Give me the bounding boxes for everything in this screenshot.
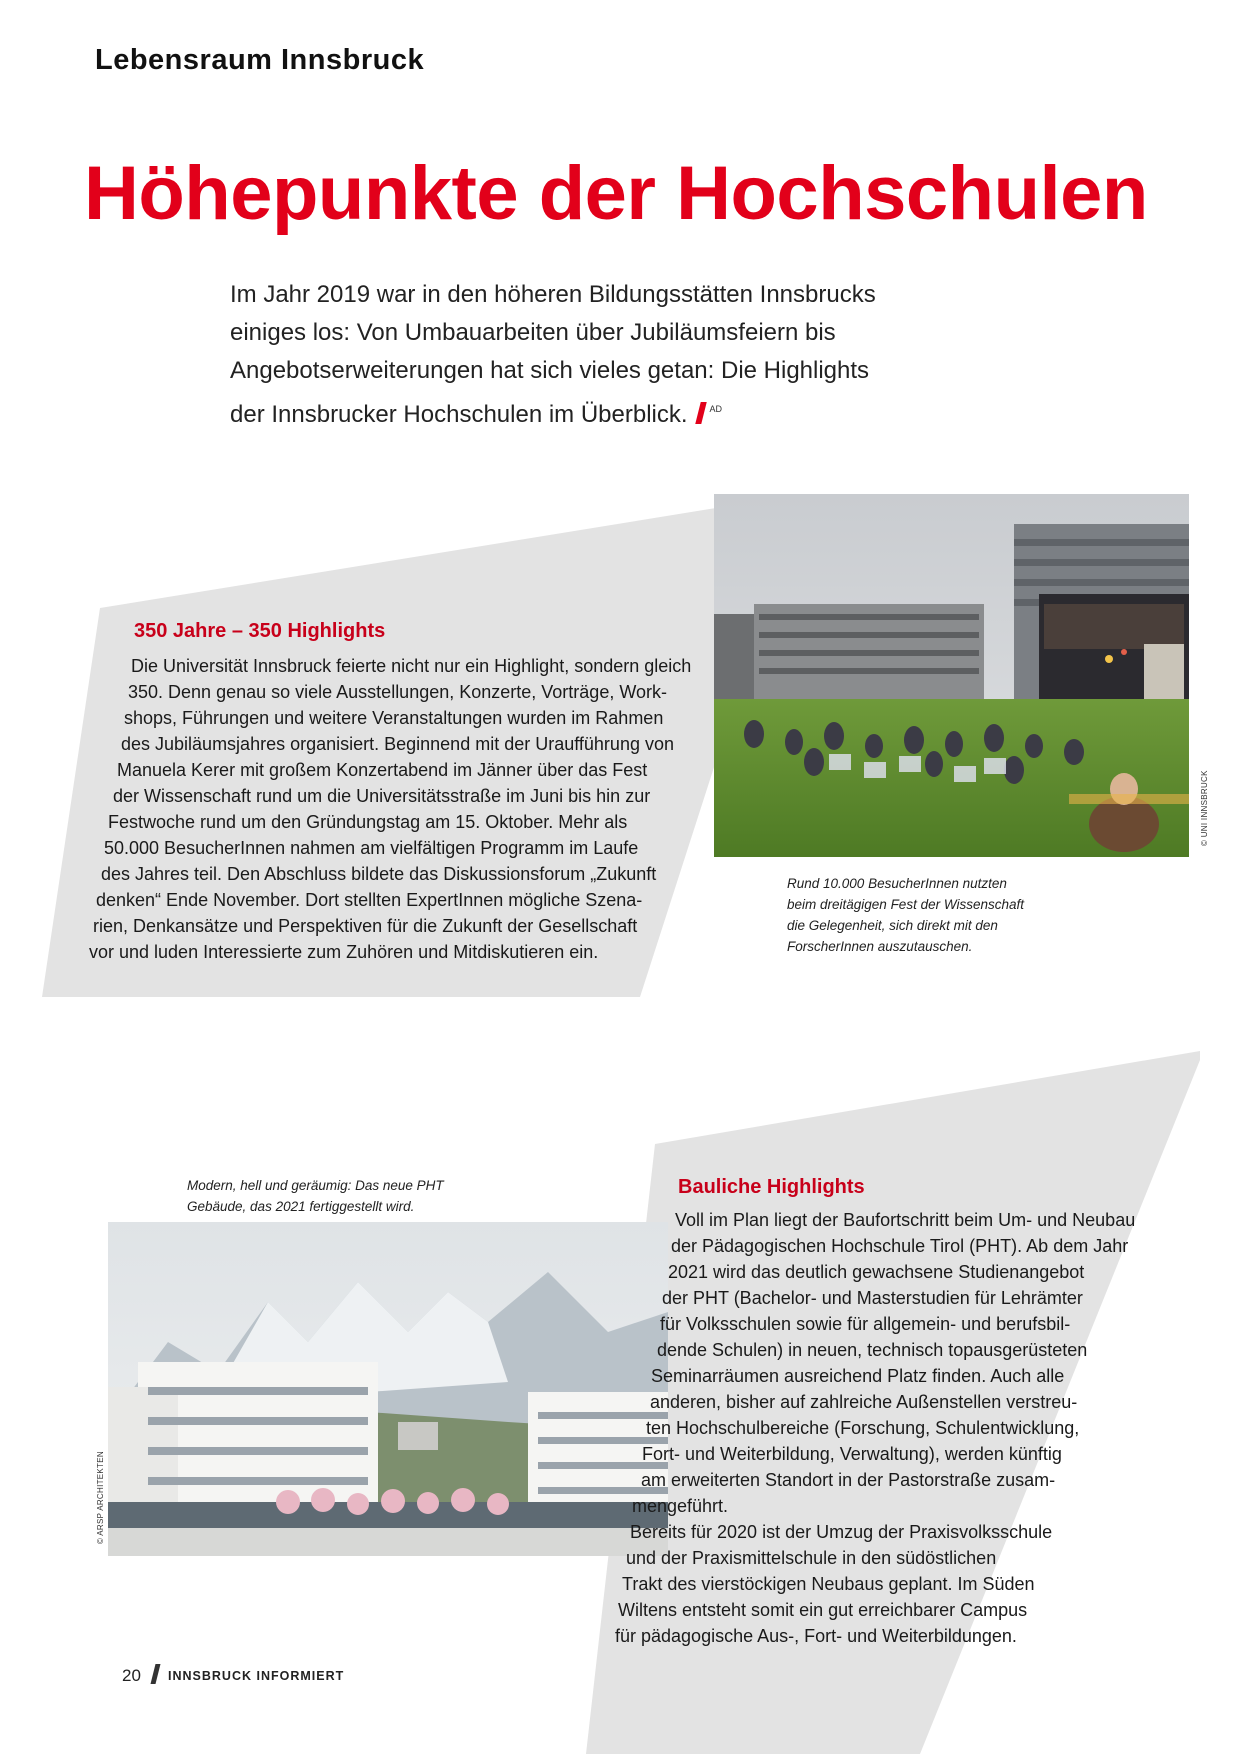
section1-line: denken“ Ende November. Dort stellten ExpertInnen mögliche Szena- (96, 890, 643, 910)
section1-line: rien, Denkansätze und Perspektiven für die Zukunft der Gesellschaft (93, 916, 638, 936)
photo-credit: © UNI INNSBRUCK (1200, 770, 1209, 846)
intro-line-last (230, 390, 930, 434)
section2-line: und der Praxismittelschule in den südöstlichen (626, 1548, 997, 1568)
caption-line: die Gelegenheit, sich direkt mit den (787, 918, 998, 933)
section2-title: Bauliche Highlights (678, 1176, 865, 1198)
publication-name: INNSBRUCK INFORMIERT (168, 1669, 345, 1683)
intro-line: einiges los: Von Umbauarbeiten über Jubiläumsfeiern bis (230, 319, 836, 346)
section2-line: für Volksschulen sowie für allgemein- und berufsbil- (660, 1314, 1071, 1334)
section1-line: 50.000 BesucherInnen nahmen am vielfältigen Programm im Laufe (104, 838, 639, 858)
section2-line: der PHT (Bachelor- und Masterstudien für Lehrämter (662, 1288, 1083, 1308)
intro-line: der Innsbrucker Hochschulen im Überblick. (230, 401, 688, 428)
caption-line: ForscherInnen auszutauschen. (787, 939, 973, 954)
section2-line: Wiltens entsteht somit ein gut erreichbarer Campus (618, 1600, 1028, 1620)
section2-line: anderen, bisher auf zahlreiche Außenstellen verstreu- (650, 1392, 1078, 1412)
section1-line: des Jahres teil. Den Abschluss bildete das Diskussionsforum „Zukunft (101, 864, 657, 884)
author-tag: AD (709, 404, 723, 414)
photo-credit: © ARSP ARCHITEKTEN (96, 1451, 105, 1544)
section1-line: vor und luden Interessierte zum Zuhören und Mitdiskutieren ein. (89, 942, 599, 962)
section2-line: dende Schulen) in neuen, technisch topausgerüsteten (657, 1340, 1088, 1360)
slash-icon (695, 402, 706, 424)
section1-line: der Wissenschaft rund um die Universitätsstraße im Juni bis hin zur (113, 786, 651, 806)
section2-line: Fort- und Weiterbildung, Verwaltung), werden künftig (642, 1444, 1062, 1464)
section1-line: 350. Denn genau so viele Ausstellungen, Konzerte, Vorträge, Work- (128, 682, 667, 702)
caption-line: Modern, hell und geräumig: Das neue PHT (187, 1178, 444, 1193)
section1-line: Die Universität Innsbruck feierte nicht nur ein Highlight, sondern gleich (131, 656, 692, 676)
caption-line: Rund 10.000 BesucherInnen nutzten (787, 876, 1007, 891)
intro-line: Angebotserweiterungen hat sich vieles getan: Die Highlights (230, 357, 870, 384)
section2-line: Trakt des vierstöckigen Neubaus geplant. Im Süden (622, 1574, 1035, 1594)
photo-caption (187, 1175, 487, 1217)
building-rendering (108, 1222, 668, 1556)
festival-photo (714, 494, 1189, 857)
section2-line: Bereits für 2020 ist der Umzug der Praxisvolksschule (630, 1522, 1053, 1542)
caption-line: Gebäude, das 2021 fertiggestellt wird. (187, 1199, 415, 1214)
section2-line: ten Hochschulbereiche (Forschung, Schulentwicklung, (646, 1418, 1080, 1438)
section2-line: 2021 wird das deutlich gewachsene Studienangebot (668, 1262, 1085, 1282)
intro-line: Im Jahr 2019 war in den höheren Bildungsstätten Innsbrucks (230, 281, 876, 308)
section1-line: Festwoche rund um den Gründungstag am 15. Oktober. Mehr als (108, 812, 628, 832)
section-kicker: Lebensraum Innsbruck (95, 44, 425, 76)
page-title: Höhepunkte der Hochschulen (84, 151, 1148, 236)
section2-line: mengeführt. (632, 1496, 729, 1516)
section1-line: des Jubiläumsjahres organisiert. Beginnend mit der Uraufführung von (121, 734, 674, 754)
section1-line: Manuela Kerer mit großem Konzertabend im Jänner über das Fest (117, 760, 648, 780)
photo-caption (787, 873, 1087, 957)
caption-line: beim dreitägigen Fest der Wissenschaft (787, 897, 1024, 912)
section1-title: 350 Jahre – 350 Highlights (134, 620, 386, 642)
section2-line: am erweiterten Standort in der Pastorstraße zusam- (641, 1470, 1056, 1490)
section2-line: Voll im Plan liegt der Baufortschritt beim Um- und Neubau (675, 1210, 1136, 1230)
section2-line: der Pädagogischen Hochschule Tirol (PHT). Ab dem Jahr (671, 1236, 1129, 1256)
intro-text (230, 276, 930, 434)
section1-line: shops, Führungen und weitere Veranstaltungen wurden im Rahmen (124, 708, 664, 728)
section2-line: Seminarräumen ausreichend Platz finden. Auch alle (651, 1366, 1065, 1386)
page-number: 20 (122, 1666, 141, 1685)
section2-line: für pädagogische Aus-, Fort- und Weiterbildungen. (615, 1626, 1017, 1646)
